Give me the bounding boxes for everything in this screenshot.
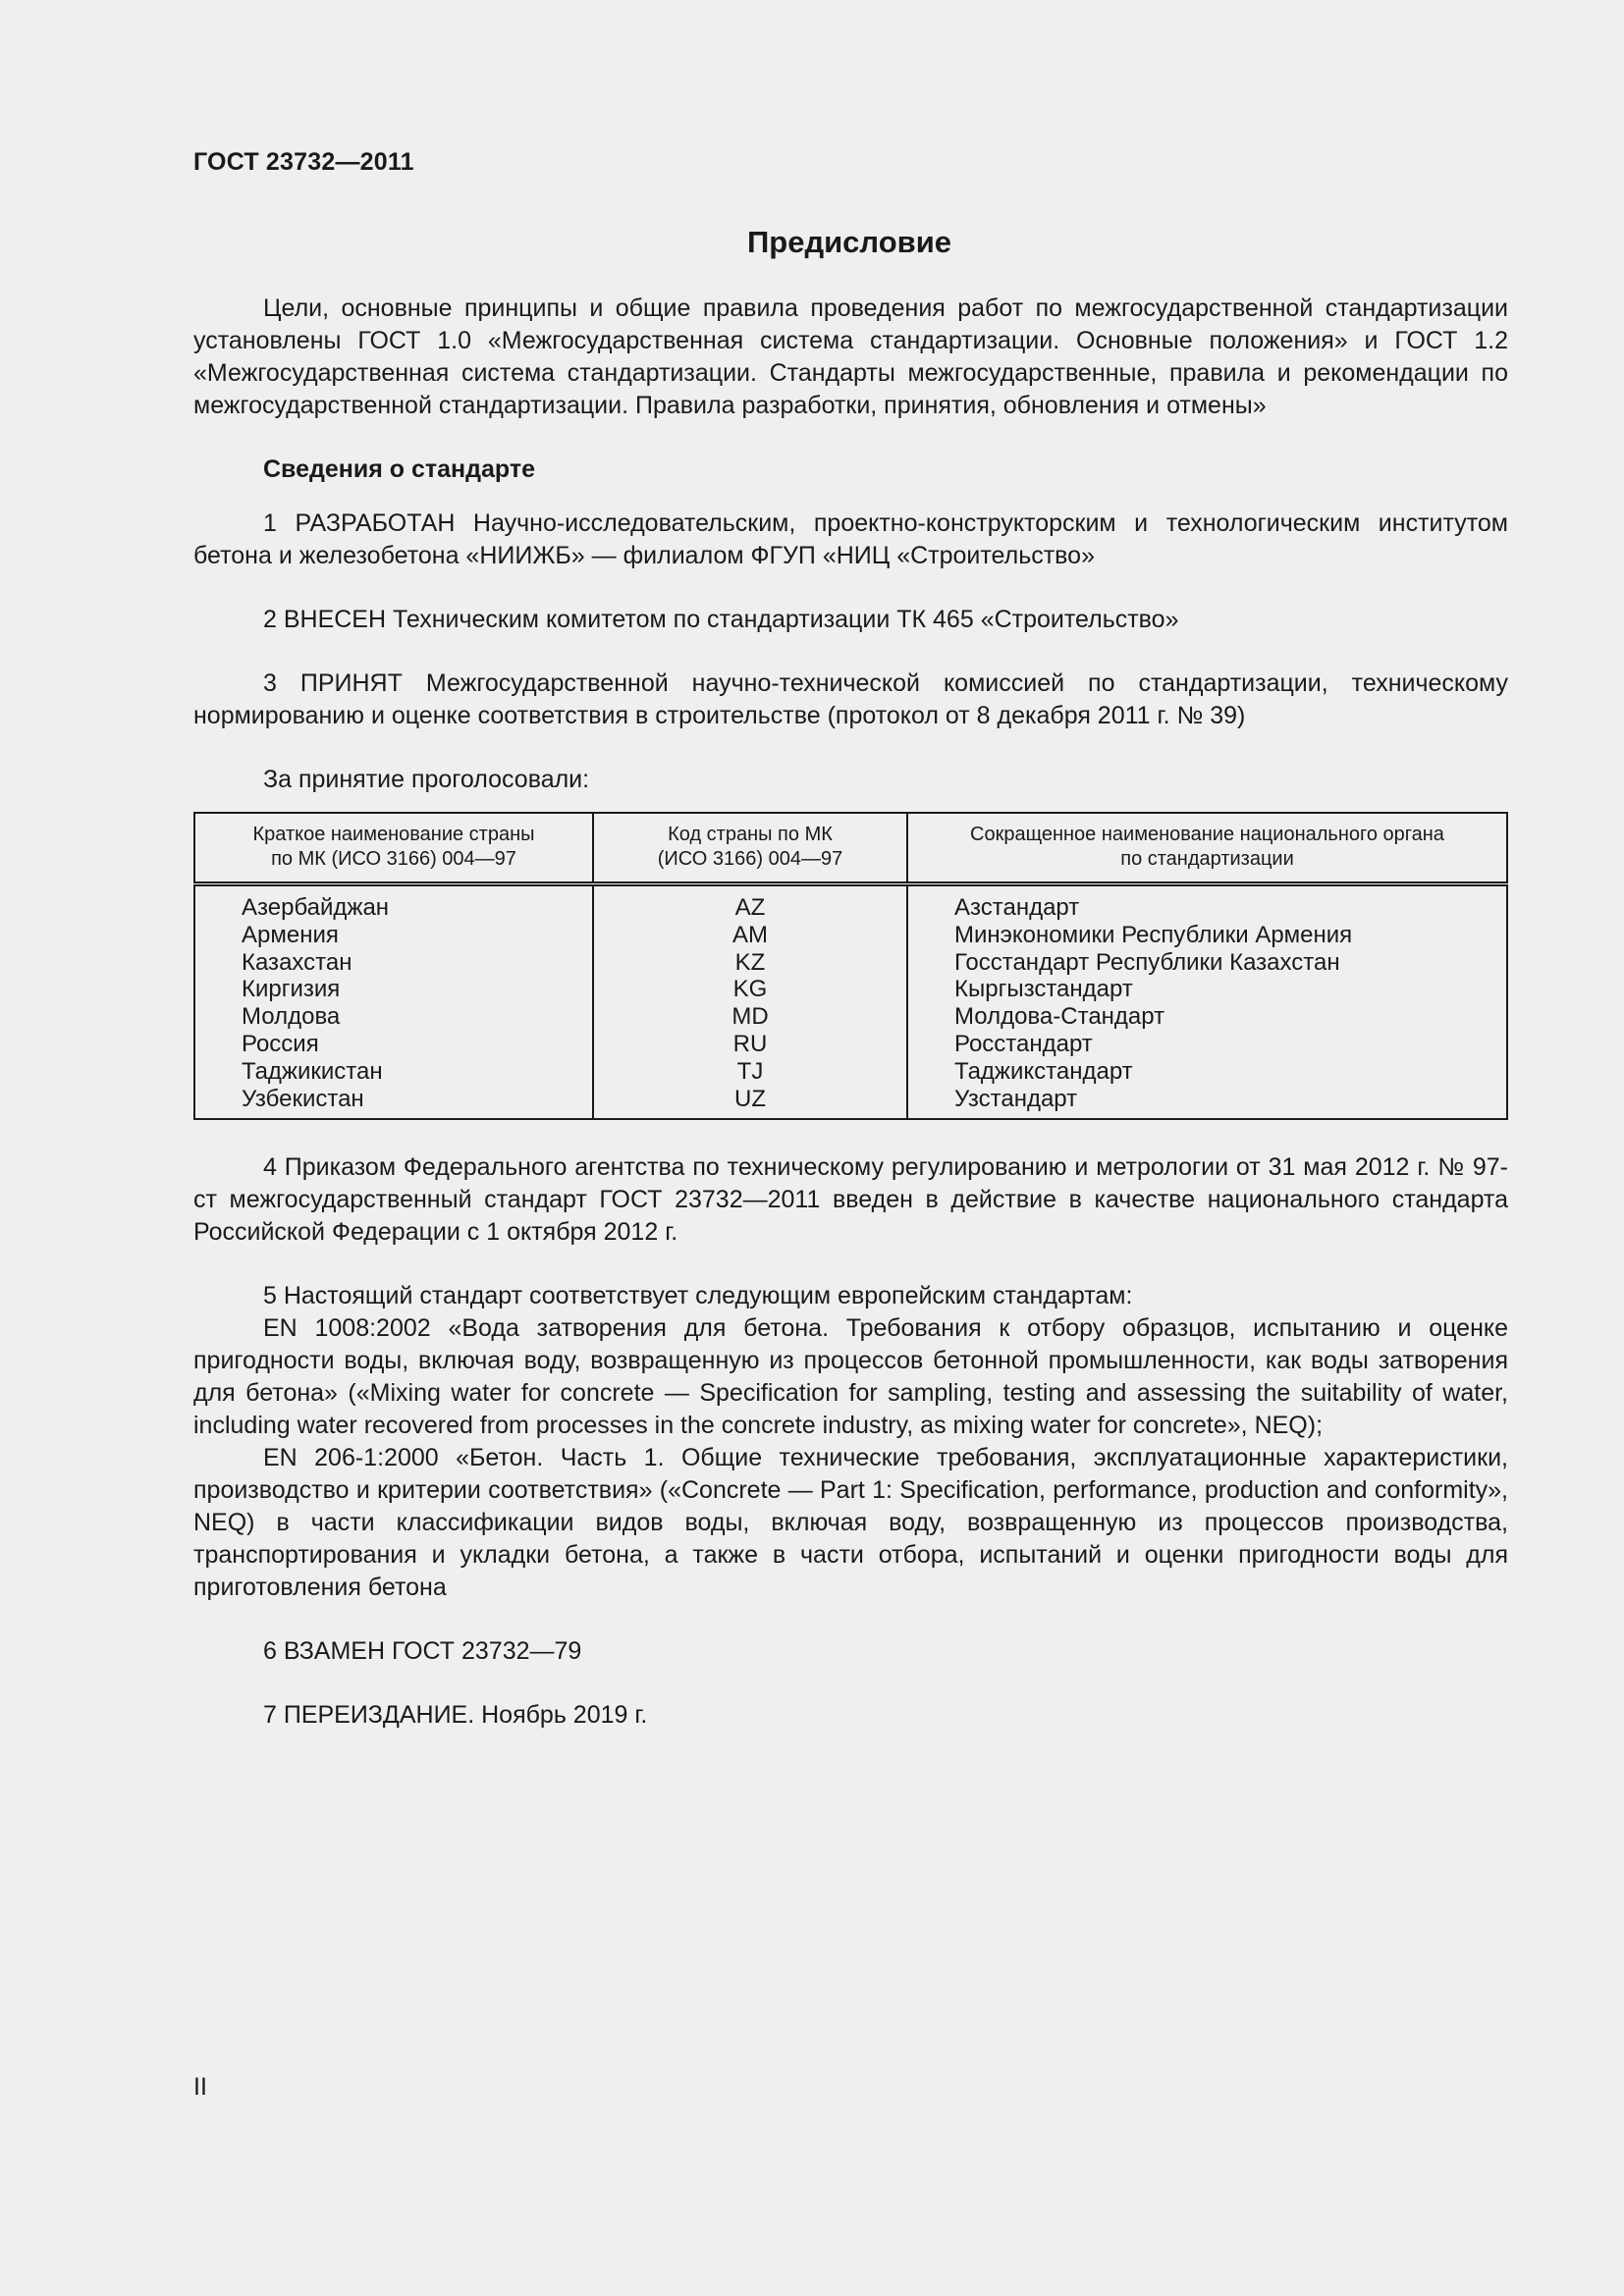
item-3: 3 ПРИНЯТ Межгосударственной научно-технической комиссией по стандартизации, техническому нормированию и оценке соответствия в строительстве (протокол от 8 декабря 2011 г. № 39)	[193, 669, 1508, 729]
item-4: 4 Приказом Федерального агентства по техническому регулированию и метрологии от 31 мая 2012 г. № 97-ст межгосударственный стандарт ГОСТ 23732—2011 введен в действие в качестве национального стандарта Российской Федерации с 1 октября 2012 г.	[193, 1153, 1508, 1247]
cell-body: Минэкономики Республики Армения	[907, 922, 1507, 949]
voting-table	[193, 812, 1508, 1120]
cell-code: AZ	[593, 884, 907, 922]
cell-country: Киргизия	[242, 976, 341, 1003]
table-row	[194, 976, 1507, 1003]
cell-country: Казахстан	[242, 948, 352, 976]
item-5-en1008: EN 1008:2002 «Вода затворения для бетона. Требования к отбору образцов, испытанию и оценке пригодности воды, включая воду, возвращенную из процессов бетонной промышленности, как воды затворения для бетона» («Mixing water for concrete — Specification for sampling, testing and assessing the suitability of water, including water recovered from processes in the concrete industry, as mixing water for concrete», NEQ);	[193, 1314, 1508, 1440]
intro-paragraph: Цели, основные принципы и общие правила проведения работ по межгосударственной стандартизации установлены ГОСТ 1.0 «Межгосударственная система стандартизации. Основные положения» и ГОСТ 1.2 «Межгосударственная система стандартизации. Стандарты межгосударственные, правила и рекомендации по межгосударственной стандартизации. Правила разработки, принятия, обновления и отмены»	[193, 294, 1508, 419]
header-body: Сокращенное наименование национального органа по стандартизации	[907, 813, 1507, 884]
page-title: Предисловие	[746, 225, 951, 259]
table-row	[194, 884, 1507, 922]
cell-body: Таджикстандарт	[907, 1058, 1507, 1086]
table-row	[194, 1003, 1507, 1031]
item-5: 5 Настоящий стандарт соответствует следующим европейским стандартам:	[263, 1282, 1133, 1310]
cell-code: MD	[593, 1003, 907, 1031]
cell-country: Россия	[242, 1030, 319, 1057]
cell-body: Росстандарт	[907, 1031, 1507, 1058]
item-2: 2 ВНЕСЕН Техническим комитетом по стандартизации ТК 465 «Строительство»	[263, 606, 1179, 633]
item-1: 1 РАЗРАБОТАН Научно-исследовательским, проектно-конструкторским и технологическим институтом бетона и железобетона «НИИЖБ» — филиалом ФГУП «НИЦ «Строительство»	[193, 509, 1508, 569]
cell-code: AM	[593, 922, 907, 949]
cell-body: Госстандарт Республики Казахстан	[907, 949, 1507, 977]
cell-country: Узбекистан	[242, 1085, 364, 1112]
cell-body: Азстандарт	[907, 884, 1507, 922]
cell-country: Азербайджан	[242, 894, 390, 921]
cell-code: KG	[593, 976, 907, 1003]
cell-code: UZ	[593, 1086, 907, 1120]
section-subheading: Сведения о стандарте	[263, 455, 536, 483]
cell-code: KZ	[593, 949, 907, 977]
cell-body: Молдова-Стандарт	[907, 1003, 1507, 1031]
table-row	[194, 922, 1507, 949]
header-country: Краткое наименование страны по МК (ИСО 3166) 004—97	[194, 813, 593, 884]
cell-code: TJ	[593, 1058, 907, 1086]
header-code: Код страны по МК (ИСО 3166) 004—97	[593, 813, 907, 884]
table-row	[194, 949, 1507, 977]
document-code: ГОСТ 23732—2011	[193, 148, 414, 176]
item-6: 6 ВЗАМЕН ГОСТ 23732—79	[263, 1637, 582, 1666]
page-number: II	[193, 2073, 207, 2101]
cell-body: Узстандарт	[907, 1086, 1507, 1120]
cell-country: Молдова	[242, 1003, 341, 1031]
page-content	[193, 293, 1508, 1732]
table-row	[194, 1031, 1507, 1058]
cell-country: Армения	[242, 921, 339, 948]
item-7: 7 ПЕРЕИЗДАНИЕ. Ноябрь 2019 г.	[263, 1701, 648, 1730]
table-header-row	[194, 813, 1507, 884]
item-5-en206: EN 206-1:2000 «Бетон. Часть 1. Общие технические требования, эксплуатационные характеристики, производство и критерии соответствия» («Concrete — Part 1: Specification, performance, production and conformity», NEQ) в части классификации видов воды, включая воду, возвращенную из процессов производства, транспортирования и укладки бетона, а также в части отбора, испытаний и оценки пригодности воды для приготовления бетона	[193, 1444, 1508, 1602]
cell-body: Кыргызстандарт	[907, 976, 1507, 1003]
table-row	[194, 1086, 1507, 1120]
cell-code: RU	[593, 1031, 907, 1058]
cell-country: Таджикистан	[242, 1057, 383, 1085]
vote-label: За принятие проголосовали:	[263, 766, 590, 793]
table-row	[194, 1058, 1507, 1086]
